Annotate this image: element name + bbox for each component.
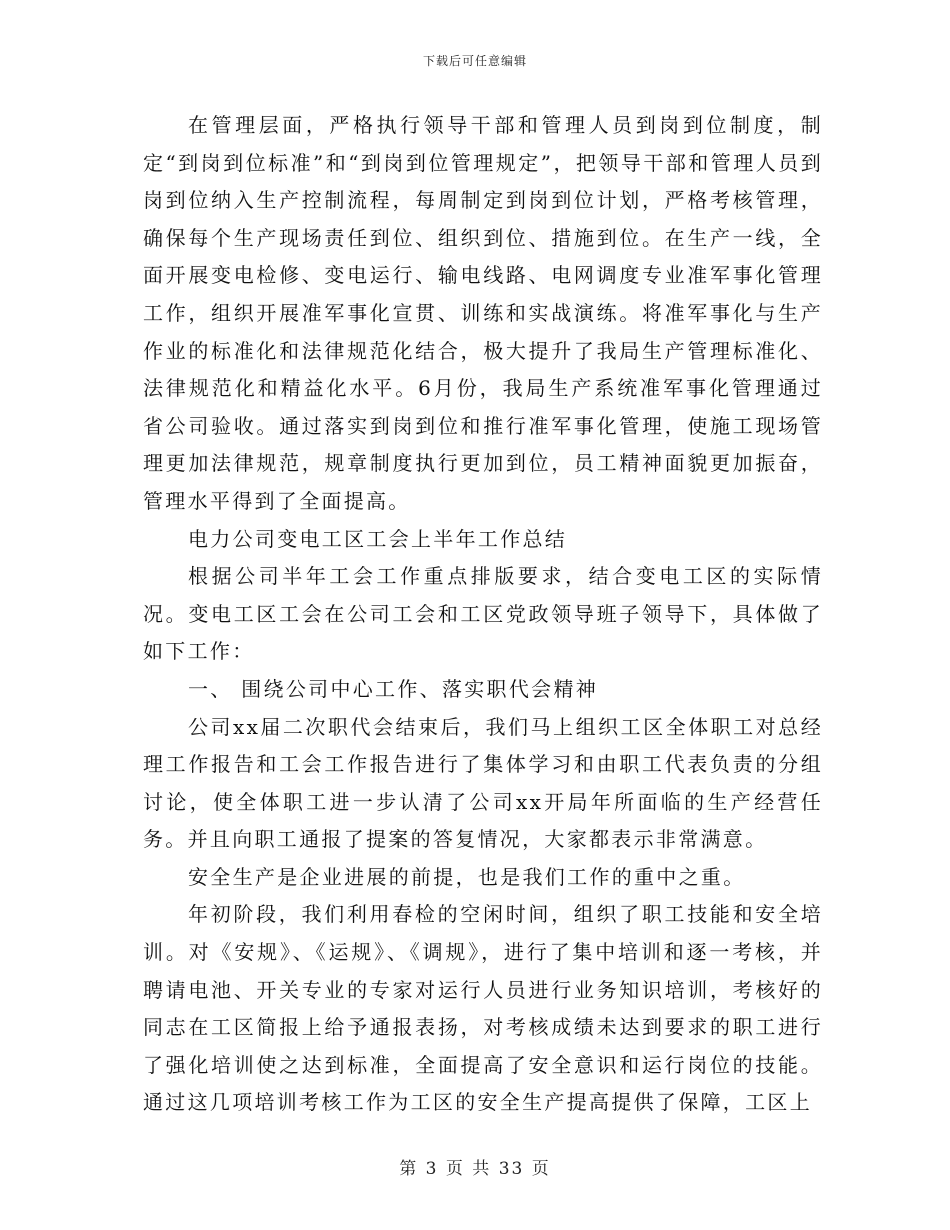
paragraph-training: 年初阶段，我们利用春检的空闲时间，组织了职工技能和安全培训。对《安规》、《运规》、《调规》，进行了集中培训和逐一考核，并聘请电池、开关专业的专家对运行人员进行业务知识培训，考核好的同志在工区简报上给予通报表扬，对考核成绩未达到要求的职工进行了强化培训使之达到标准，全面提高了安全意识和运行岗位的技能。通过这几项培训考核工作为工区的安全生产提高提供了保障，工区上: [143, 902, 823, 1115]
paragraph-intro: 根据公司半年工会工作重点排版要求，结合变电工区的实际情况。变电工区工会在公司工会和工区党政领导班子领导下，具体做了如下工作：: [143, 564, 823, 664]
footer-prefix: 第: [399, 1159, 419, 1179]
footer-total-pages: 33: [498, 1159, 525, 1179]
footer-total-word: 共: [472, 1159, 492, 1179]
page-footer: [0, 1154, 950, 1179]
page-header: 下载后可任意编辑: [422, 54, 527, 68]
document-body: [143, 107, 823, 1122]
paragraph-safety: 安全生产是企业进展的前提，也是我们工作的重中之重。: [188, 864, 746, 889]
footer-suffix: 页: [531, 1159, 551, 1179]
footer-current-page: 3: [425, 1159, 439, 1179]
section-title: 电力公司变电工区工会上半年工作总结: [188, 526, 568, 551]
heading-section-one: 一、 围绕公司中心工作、落实职代会精神: [188, 676, 599, 701]
paragraph-congress: 公司xx届二次职代会结束后，我们马上组织工区全体职工对总经理工作报告和工会工作报告进行了集体学习和由职工代表负责的分组讨论，使全体职工进一步认清了公司xx开局年所面临的生产经营任务。并且向职工通报了提案的答复情况，大家都表示非常满意。: [143, 714, 823, 852]
footer-page-word: 页: [445, 1159, 465, 1179]
paragraph-management: 在管理层面，严格执行领导干部和管理人员到岗到位制度，制定“到岗到位标准”和“到岗到位管理规定”，把领导干部和管理人员到岗到位纳入生产控制流程，每周制定到岗到位计划，严格考核管理，确保每个生产现场责任到位、组织到位、措施到位。在生产一线，全面开展变电检修、变电运行、输电线路、电网调度专业准军事化管理工作，组织开展准军事化宣贯、训练和实战演练。将准军事化与生产作业的标准化和法律规范化结合，极大提升了我局生产管理标准化、法律规范化和精益化水平。6月份，我局生产系统准军事化管理通过省公司验收。通过落实到岗到位和推行准军事化管理，使施工现场管理更加法律规范，规章制度执行更加到位，员工精神面貌更加振奋，管理水平得到了全面提高。: [143, 113, 823, 513]
